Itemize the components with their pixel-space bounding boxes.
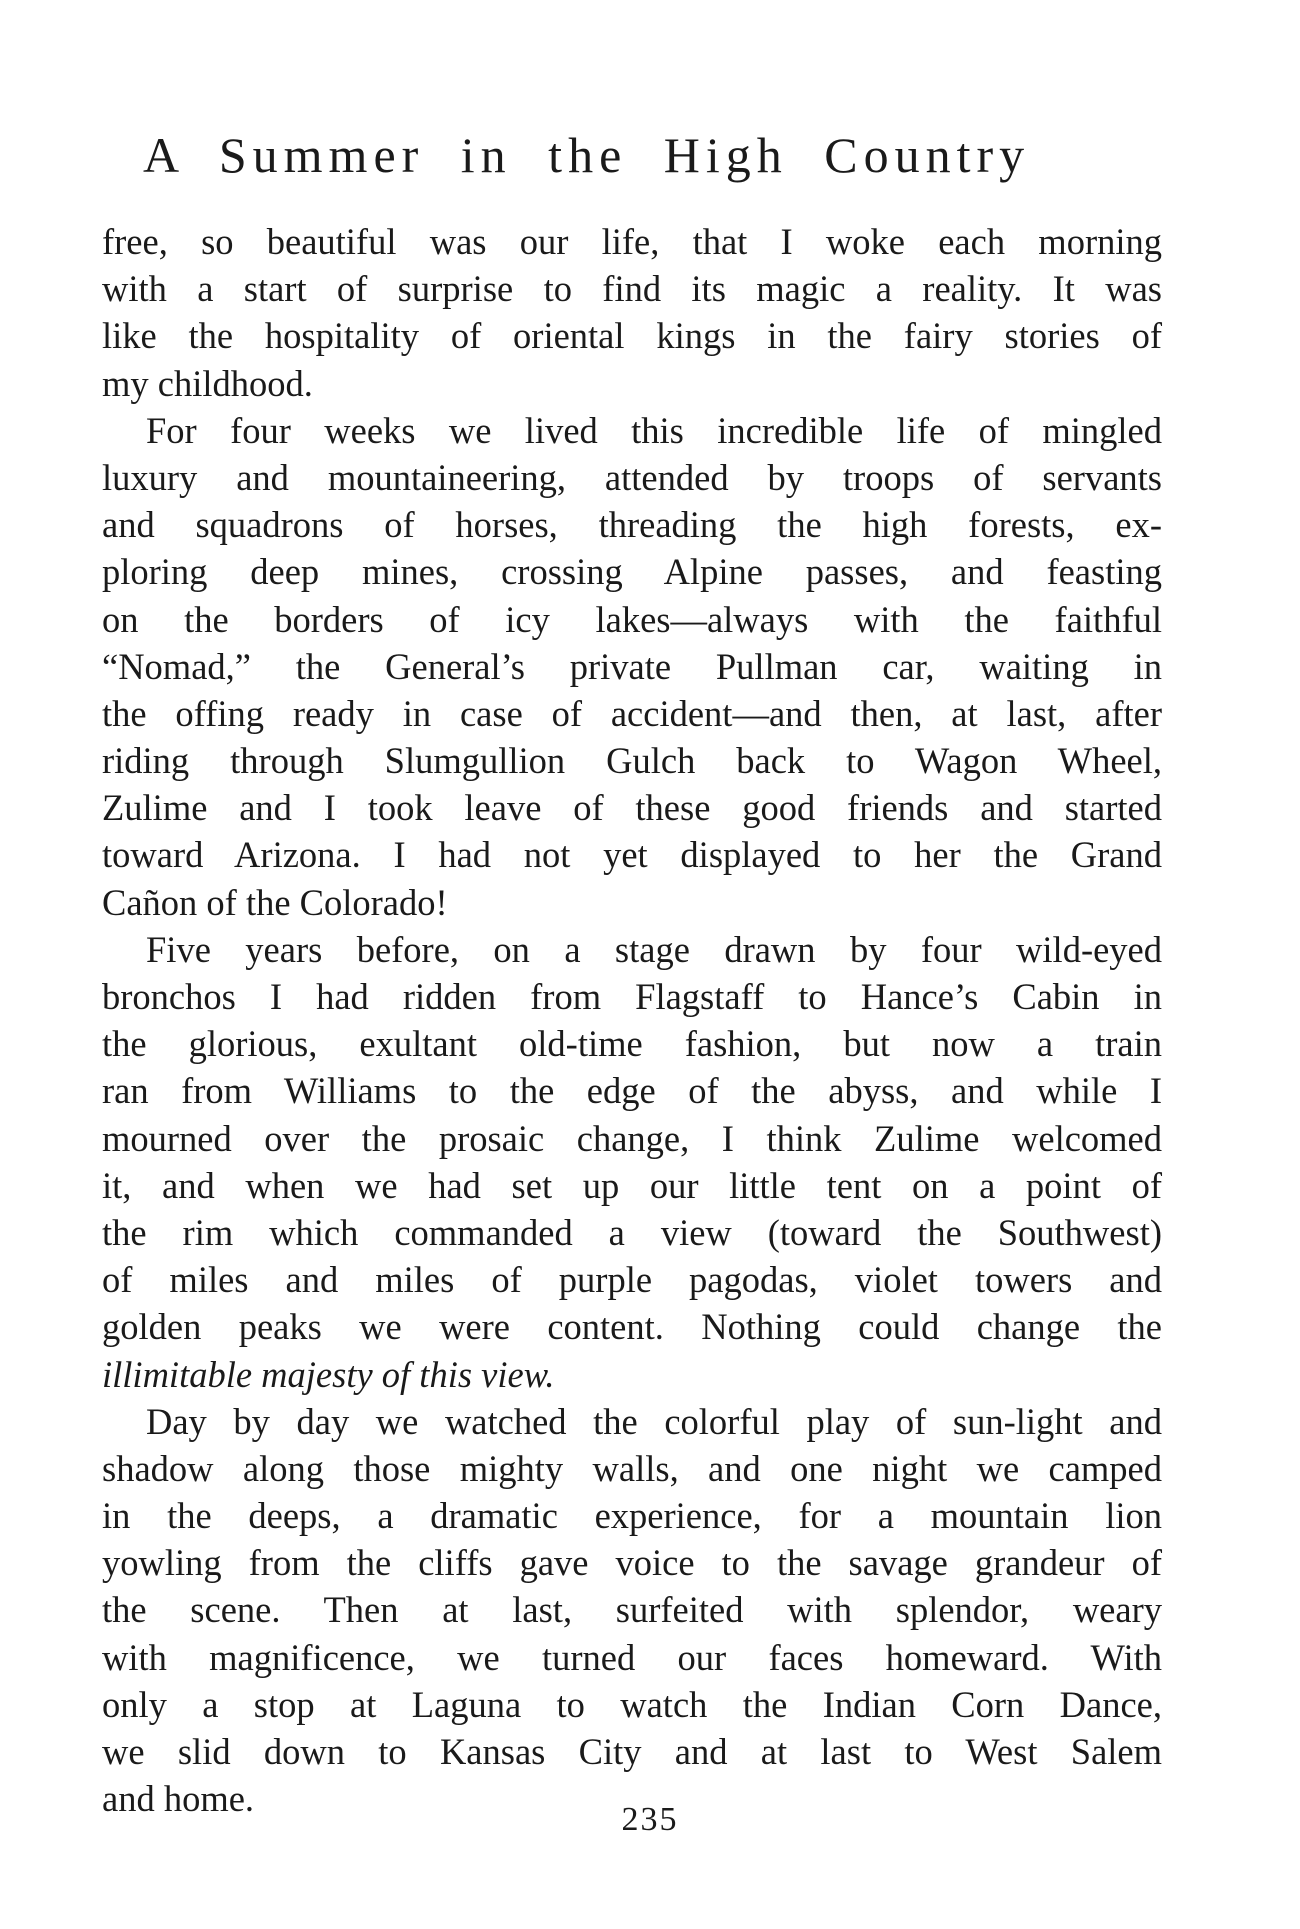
text-line: free, so beautiful was our life, that I woke each morning <box>102 221 1162 262</box>
text-line: only a stop at Laguna to watch the Indian Corn Dance, <box>102 1683 1162 1725</box>
page-number: 235 <box>621 1801 679 1838</box>
paragraph <box>102 218 1162 407</box>
text-line: the glorious, exultant old-time fashion, but now a train <box>102 1023 1162 1065</box>
text-line: Zulime and I took leave of these good friends and started <box>102 787 1162 829</box>
paragraph <box>102 407 1162 926</box>
text-line: illimitable majesty of this view. <box>102 1353 555 1395</box>
text-line: the offing ready in case of accident—and then, at last, after <box>102 692 1162 734</box>
text-line: golden peaks we were content. Nothing could change the <box>102 1306 1162 1348</box>
text-line: luxury and mountaineering, attended by troops of servants <box>102 456 1162 498</box>
text-line: yowling from the cliffs gave voice to the savage grandeur of <box>102 1542 1162 1584</box>
body-text <box>102 218 1162 1822</box>
text-line: of miles and miles of purple pagodas, violet towers and <box>102 1259 1162 1301</box>
text-line: mourned over the prosaic change, I think Zulime welcomed <box>102 1117 1162 1159</box>
text-line: the rim which commanded a view (toward the Southwest) <box>102 1211 1162 1253</box>
text-line: Five years before, on a stage drawn by four wild-eyed <box>146 928 1162 970</box>
text-line: riding through Slumgullion Gulch back to Wagon Wheel, <box>102 740 1162 782</box>
paragraph <box>102 1398 1162 1823</box>
text-line: and squadrons of horses, threading the high forests, ex- <box>102 504 1162 546</box>
text-line: bronchos I had ridden from Flagstaff to Hance’s Cabin in <box>102 976 1162 1017</box>
text-line: Cañon of the Colorado! <box>102 881 448 923</box>
text-line: on the borders of icy lakes—always with the faithful <box>102 598 1162 640</box>
text-line: For four weeks we lived this incredible life of mingled <box>146 409 1162 451</box>
text-line: shadow along those mighty walls, and one night we camped <box>102 1447 1162 1489</box>
text-line: it, and when we had set up our little tent on a point of <box>102 1164 1162 1206</box>
text-line: we slid down to Kansas City and at last to West Salem <box>102 1731 1162 1772</box>
text-line: “Nomad,” the General’s private Pullman car, waiting in <box>102 645 1162 687</box>
text-line: ploring deep mines, crossing Alpine passes, and feasting <box>102 551 1162 593</box>
running-title: A Summer in the High Country <box>143 127 1031 183</box>
text-line: like the hospitality of oriental kings in the fairy stories of <box>102 315 1162 357</box>
text-line: in the deeps, a dramatic experience, for a mountain lion <box>102 1495 1162 1537</box>
text-line: the scene. Then at last, surfeited with splendor, weary <box>102 1589 1162 1631</box>
text-line: with magnificence, we turned our faces homeward. With <box>102 1636 1162 1678</box>
paragraph <box>102 926 1162 1398</box>
text-line: Day by day we watched the colorful play of sun-light and <box>146 1400 1162 1442</box>
text-line: toward Arizona. I had not yet displayed to her the Grand <box>102 834 1162 876</box>
text-line: ran from Williams to the edge of the abyss, and while I <box>102 1070 1162 1112</box>
text-line: my childhood. <box>102 362 313 404</box>
text-line: with a start of surprise to find its magic a reality. It was <box>102 268 1162 310</box>
text-line: and home. <box>102 1778 255 1820</box>
